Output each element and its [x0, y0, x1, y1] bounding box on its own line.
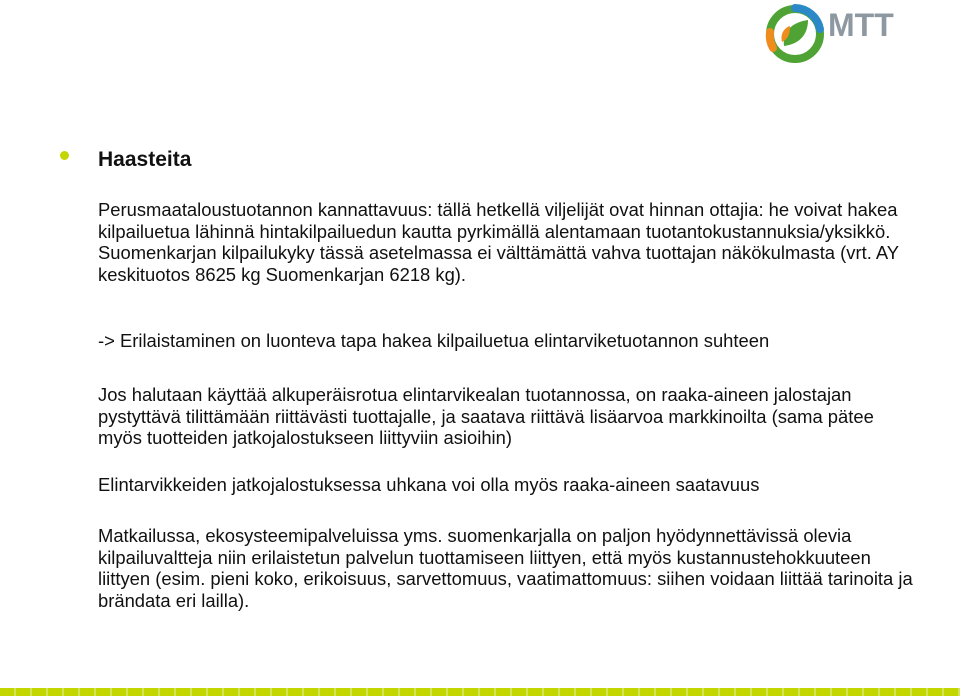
paragraph-differentiation: -> Erilaistaminen on luonteva tapa hakea kilpailuetua elintarviketuotannon suhteen [98, 330, 770, 351]
logo-text: MTT [828, 7, 894, 43]
paragraph-raw-material-availability: Elintarvikkeiden jatkojalostuksessa uhkana voi olla myös raaka-aineen saatavuus [98, 474, 760, 495]
paragraph-native-breed-processing: Jos halutaan käyttää alkuperäisrotua elintarvikealan tuotannossa, on raaka-aineen jalostajan pystyttävä tilittämään riittävästi tuottajalle, ja saatava riittävä lisäarvoa markkinoilta (sama pätee myös tuotteiden jatkojalostukseen liittyviin asioihin) [98, 384, 874, 448]
paragraph-tourism-ecosystem: Matkailussa, ekosysteemipalveluissa yms. suomenkarjalla on paljon hyödynnettävissä olevia kilpailuvaltteja niin erilaistetun palvelun tuottamiseen liittyen, että myös kustannustehokkuuteen liittyen (esim. pieni koko, erikoisuus, sarvettomuus, vaatimattomuus: siihen voidaan liittää tarinoita ja brändata eri lailla). [98, 525, 913, 611]
mtt-emblem-icon [770, 8, 820, 59]
paragraph-profitability: Perusmaataloustuotannon kannattavuus: tällä hetkellä viljelijät ovat hinnan ottajia: he voivat hakea kilpailuetua lähinnä hintakilpailuedun kautta pyrkimällä alentamaan tuotantokustannuksia/yksikkö. Suomenkarjan kilpailukyky tässä asetelmassa ei välttämättä vahva tuottajan näkökulmasta (vrt. AY keskituotos 8625 kg Suomenkarjan 6218 kg). [98, 199, 899, 285]
mtt-logo [764, 2, 944, 68]
slide-heading: Haasteita [98, 148, 192, 171]
footer-bar [0, 688, 960, 696]
bullet-dot [60, 151, 69, 160]
